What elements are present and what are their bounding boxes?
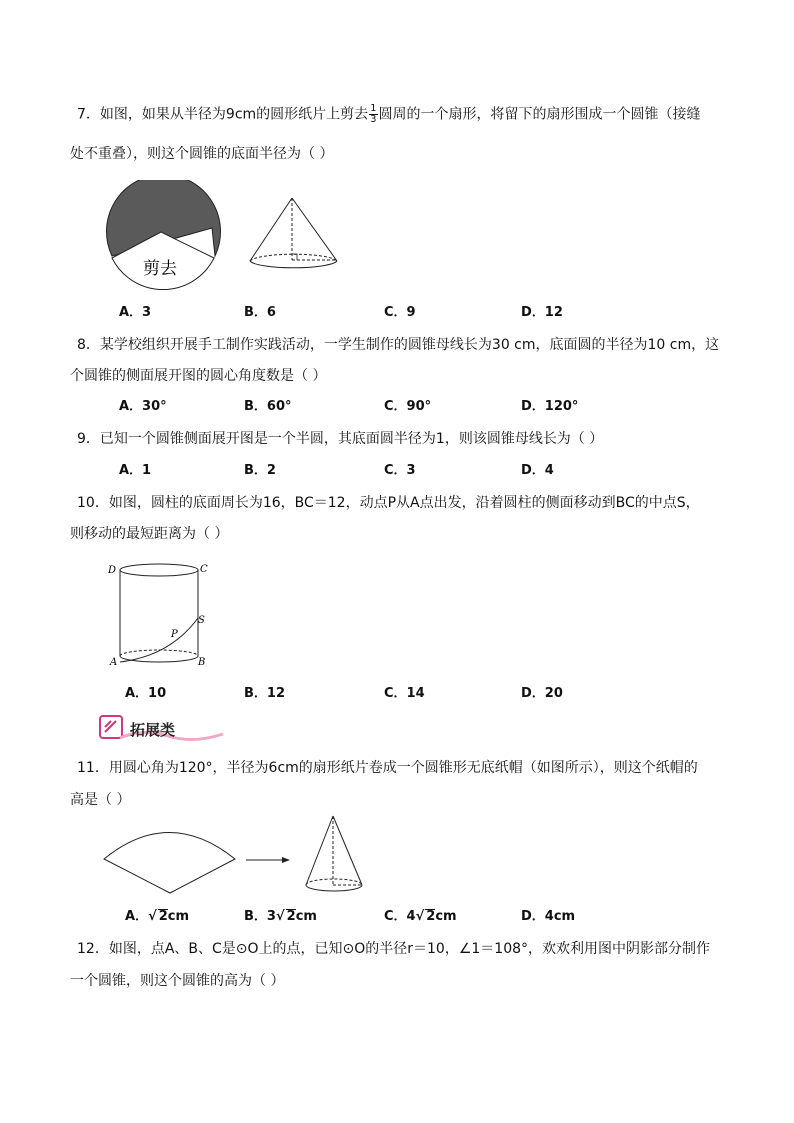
q10-shortest-path (120, 618, 198, 662)
q9-option-a[interactable]: A．1 (119, 463, 152, 478)
q9-option-b[interactable]: B．2 (244, 463, 276, 478)
q11-line-2: 高是（ ） (70, 792, 131, 808)
section-pen-icon (100, 716, 122, 738)
q10-line-1: 10．如图，圆柱的底面周长为16，BC＝12，动点P从A点出发，沿着圆柱的侧面移动到BC的中点S， (77, 495, 700, 511)
q7-cut-label: 剪去 (143, 259, 177, 279)
q11-option-c[interactable]: C．4√ 2cm (384, 909, 457, 924)
q8-option-c[interactable]: C．90° (384, 399, 432, 414)
q10-label-s: S (198, 615, 205, 626)
q8-line-2: 个圆锥的侧面展开图的圆心角度数是（ ） (70, 368, 327, 384)
q10-label-b: B (198, 657, 206, 668)
q10-cylinder (120, 564, 198, 662)
q10-label-a: A (110, 657, 118, 668)
q7-option-c[interactable]: C．9 (384, 305, 416, 320)
q7-cone (250, 198, 337, 268)
q7-line-2: 处不重叠），则这个圆锥的底面半径为（ ） (70, 146, 334, 162)
q11-option-d[interactable]: D．4cm (521, 909, 576, 924)
q9-option-c[interactable]: C．3 (384, 463, 416, 478)
q10-option-c[interactable]: C．14 (384, 686, 425, 701)
q11-arrow (246, 857, 290, 863)
q10-line-2: 则移动的最短距离为（ ） (70, 526, 229, 542)
q10-option-d[interactable]: D．20 (521, 686, 563, 701)
q10-cylinder-figure (100, 556, 220, 676)
q11-sector (104, 833, 235, 894)
q7-line-1 (77, 104, 701, 125)
q8-option-d[interactable]: D．120° (521, 399, 579, 414)
q10-label-c: C (200, 564, 208, 575)
q7-figure (100, 180, 360, 292)
q7-text-pre: 7．如图，如果从半径为9cm的圆形纸片上剪去 (77, 106, 369, 123)
q10-option-b[interactable]: B．12 (244, 686, 285, 701)
q8-option-b[interactable]: B．60° (244, 399, 292, 414)
q11-figure (100, 812, 370, 902)
q7-text-post: 圆周的一个扇形，将留下的扇形围成一个圆锥（接缝 (378, 106, 701, 123)
q9-option-d[interactable]: D．4 (521, 463, 554, 478)
q8-line-1: 8．某学校组织开展手工制作实践活动，一学生制作的圆锥母线长为30 cm，底面圆的半径为10 cm，这 (77, 337, 720, 353)
q8-option-a[interactable]: A．30° (119, 399, 167, 414)
section-title: 拓展类 (130, 721, 176, 739)
q9-line-1: 9．已知一个圆锥侧面展开图是一个半圆，其底面圆半径为1，则该圆锥母线长为（ ） (77, 431, 604, 447)
q7-option-b[interactable]: B．6 (244, 305, 276, 320)
q7-option-a[interactable]: A．3 (119, 305, 152, 320)
q11-option-b[interactable]: B．3√ 2cm (244, 909, 317, 924)
q10-label-p: P (171, 629, 178, 640)
q11-line-1: 11．用圆心角为120°，半径为6cm的扇形纸片卷成一个圆锥形无底纸帽（如图所示），则这个纸帽的 (77, 760, 698, 776)
q11-cone (306, 816, 362, 891)
q12-line-2: 一个圆锥，则这个圆锥的高为（ ） (70, 973, 285, 989)
q10-label-d: D (108, 565, 117, 576)
q7-option-d[interactable]: D．12 (521, 305, 563, 320)
q11-option-a[interactable]: A．√ 2cm (125, 909, 190, 924)
q10-option-a[interactable]: A．10 (125, 686, 167, 701)
q7-fraction: $\frac{1}{3}$ (370, 103, 377, 125)
q12-line-1: 12．如图，点A、B、C是⊙O上的点，已知⊙O的半径r＝10，∠1＝108°，欢欢利用图中阴影部分制作 (77, 941, 711, 957)
